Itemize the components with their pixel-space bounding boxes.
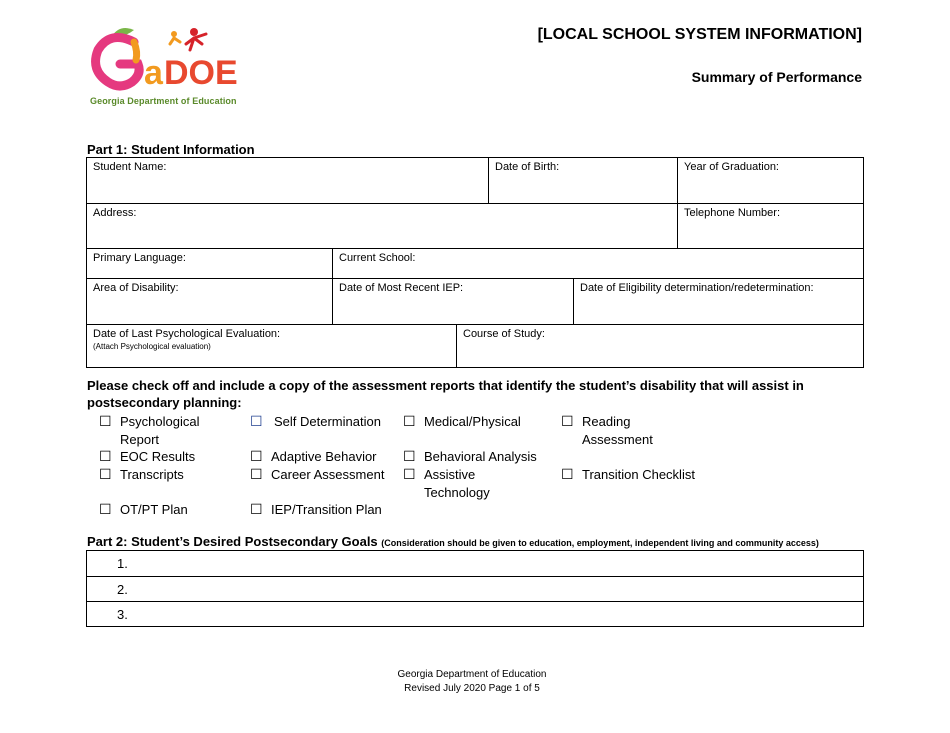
checkbox-icon: ☐ <box>403 466 416 482</box>
footer-revision: Revised July 2020 Page 1 of 5 <box>404 683 540 694</box>
checkbox-icon: ☐ <box>403 413 416 429</box>
self-determination-checkbox[interactable] <box>250 413 400 431</box>
telephone-field[interactable] <box>677 204 863 248</box>
checkbox-label: Behavioral Analysis <box>424 449 537 464</box>
table-row <box>87 324 863 367</box>
checkbox-icon: ☐ <box>99 501 112 517</box>
checkbox-icon: ☐ <box>561 466 574 482</box>
behavioral-analysis-checkbox[interactable] <box>403 448 563 466</box>
recent-iep-label: Date of Most Recent IEP: <box>339 282 464 294</box>
date-of-birth-field[interactable] <box>488 158 677 203</box>
checkbox-icon: ☐ <box>250 448 263 464</box>
ot-pt-plan-checkbox[interactable] <box>99 501 239 519</box>
psychological-report-checkbox[interactable] <box>99 413 219 448</box>
eligibility-date-field[interactable] <box>573 279 863 324</box>
table-row <box>87 278 863 324</box>
checkbox-label: Psychological Report <box>120 414 200 447</box>
checkbox-icon: ☐ <box>250 413 263 429</box>
postsecondary-goals-table <box>86 550 864 627</box>
telephone-label: Telephone Number: <box>684 207 781 219</box>
adaptive-behavior-checkbox[interactable] <box>250 448 400 466</box>
area-of-disability-label: Area of Disability: <box>93 282 179 294</box>
year-of-graduation-field[interactable] <box>677 158 863 203</box>
part2-title-text: Part 2: Student’s Desired Postsecondary Goals <box>87 534 378 549</box>
psych-eval-field[interactable] <box>87 325 456 367</box>
date-of-birth-label: Date of Birth: <box>495 161 560 173</box>
part2-title <box>87 534 819 549</box>
primary-language-field[interactable] <box>87 249 332 278</box>
course-of-study-field[interactable] <box>456 325 863 367</box>
checkbox-icon: ☐ <box>99 466 112 482</box>
assistive-technology-checkbox[interactable] <box>403 466 503 501</box>
checkbox-label: EOC Results <box>120 449 196 464</box>
svg-text:DOE: DOE <box>164 54 238 92</box>
psych-eval-label: Date of Last Psychological Evaluation: <box>93 328 281 340</box>
checkbox-icon: ☐ <box>561 413 574 429</box>
logo-subtitle: Georgia Department of Education <box>90 96 237 106</box>
goal-row-3[interactable] <box>87 601 863 626</box>
document-title: Summary of Performance <box>691 69 862 85</box>
year-of-graduation-label: Year of Graduation: <box>684 161 779 173</box>
checkbox-label: Assistive Technology <box>424 467 490 500</box>
checkbox-label: Transition Checklist <box>582 467 695 482</box>
goal-number: 3. <box>117 607 128 622</box>
current-school-label: Current School: <box>339 252 416 264</box>
goal-number: 2. <box>117 582 128 597</box>
goal-row-1[interactable] <box>87 551 863 576</box>
eligibility-date-label: Date of Eligibility determination/redetermination: <box>580 282 814 294</box>
checkbox-icon: ☐ <box>403 448 416 464</box>
iep-transition-plan-checkbox[interactable] <box>250 501 400 519</box>
svg-text:a: a <box>144 54 163 92</box>
psych-eval-note: (Attach Psychological evaluation) <box>93 342 211 351</box>
checkbox-label: Reading Assessment <box>582 414 653 447</box>
medical-physical-checkbox[interactable] <box>403 413 553 431</box>
checkbox-label: Transcripts <box>120 467 184 482</box>
part1-title: Part 1: Student Information <box>87 142 255 157</box>
part2-note: (Consideration should be given to education, employment, independent living and community access) <box>381 538 819 548</box>
gadoe-logo <box>90 22 262 112</box>
area-of-disability-field[interactable] <box>87 279 332 324</box>
gadoe-logo-graphic <box>90 22 262 98</box>
table-row <box>87 158 863 203</box>
footer-organization: Georgia Department of Education <box>397 669 547 680</box>
goal-number: 1. <box>117 556 128 571</box>
checkbox-label: IEP/Transition Plan <box>271 502 382 517</box>
transcripts-checkbox[interactable] <box>99 466 239 484</box>
eoc-results-checkbox[interactable] <box>99 448 239 466</box>
course-of-study-label: Course of Study: <box>463 328 545 340</box>
checkbox-label: OT/PT Plan <box>120 502 188 517</box>
table-row <box>87 248 863 278</box>
student-name-field[interactable] <box>87 158 488 203</box>
checkbox-label: Self Determination <box>274 414 381 429</box>
checkbox-label: Career Assessment <box>271 467 385 482</box>
reading-assessment-checkbox[interactable] <box>561 413 671 448</box>
student-information-table <box>86 157 864 368</box>
primary-language-label: Primary Language: <box>93 252 186 264</box>
checkbox-label: Adaptive Behavior <box>271 449 377 464</box>
transition-checklist-checkbox[interactable] <box>561 466 721 484</box>
career-assessment-checkbox[interactable] <box>250 466 400 484</box>
address-label: Address: <box>93 207 137 219</box>
address-field[interactable] <box>87 204 677 248</box>
checkbox-icon: ☐ <box>99 448 112 464</box>
checkbox-icon: ☐ <box>250 501 263 517</box>
table-row <box>87 203 863 248</box>
student-name-label: Student Name: <box>93 161 167 173</box>
checkbox-icon: ☐ <box>250 466 263 482</box>
recent-iep-field[interactable] <box>332 279 573 324</box>
checkbox-icon: ☐ <box>99 413 112 429</box>
current-school-field[interactable] <box>332 249 863 278</box>
local-school-system-heading: [LOCAL SCHOOL SYSTEM INFORMATION] <box>537 26 862 43</box>
assessment-instructions: Please check off and include a copy of the assessment reports that identify the student’s disability that will assist in postsecondary planning: <box>87 378 804 410</box>
checkbox-label: Medical/Physical <box>424 414 521 429</box>
goal-row-2[interactable] <box>87 576 863 601</box>
